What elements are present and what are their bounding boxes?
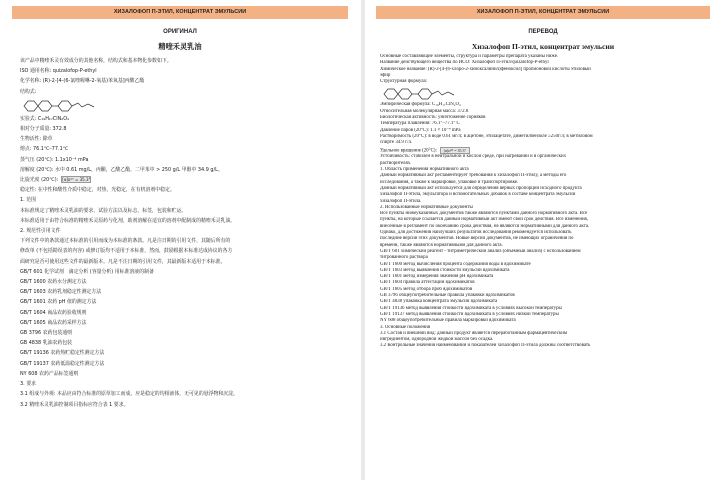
original-line: 蒸气压 (20℃): 1.1x10⁻⁴ mPa (20, 156, 89, 163)
translation-line: эфир (380, 72, 391, 78)
translation-line: GB/T 4838 упаковка концентрата эмульсии ядохимиката (380, 299, 498, 305)
translation-body (366, 51, 720, 350)
original-line: 稳定性: 在中性和酸性介质中稳定，对热，光稳定，在有机溶剂中稳定。 (20, 187, 175, 194)
original-line: 3.2 精喹禾灵乳油控制项目指标应符合表 1 要求。 (20, 401, 129, 408)
translation-line: GB/T 1601 метод измерения значения pH ядохимиката (380, 274, 494, 280)
original-line: 修改单 (不包括勘误表的内容) 或修订版均不适用于本标准，然而，鼓励根据本标准达成协议的各方 (20, 248, 233, 255)
original-line: GB/T 19136 农药热贮稳定性测定方法 (20, 350, 105, 357)
original-body (0, 52, 360, 410)
original-line: 生物活性: 除草 (20, 136, 53, 143)
translation-line: Название действующего вещества по ИСО: Хизалофоп П-этил/quizalofop-P-ethyl (380, 60, 549, 66)
original-line: GB/T 19137 农药低温稳定性测定方法 (20, 360, 105, 367)
original-line: 相对分子质量: 372.8 (20, 126, 67, 133)
translation-line: исследования, а также к маркировке, упаковке и транспортировке. (380, 179, 519, 185)
translation-line: Давление паров (20°С): 1.1 × 10⁻⁴ mPa (380, 127, 461, 133)
original-line: 实验式: C₁₉H₁₇ClN₂O₄ (20, 115, 70, 122)
translation-line: Все пункты нижеуказанных документов также являются пунктами данного нормативного акта. Все (380, 211, 588, 217)
translation-line: растворителях. (380, 160, 412, 166)
original-line: GB/T 1601 农药 pH 值的测定方法 (20, 299, 97, 306)
translation-line: времени, также являются нормативными для данного акта. (380, 242, 503, 248)
original-line: GB 4838 乳油农药包装 (20, 340, 73, 347)
translation-line: Температура плавления: 76.1°–77.1° С (380, 121, 460, 127)
translation-line: Данный нормативный акт используется для определения верных пропорций исходного продукта (380, 185, 582, 191)
original-line: 结构式: (20, 88, 37, 95)
translation-line: Растворимость (20°С): в воде 0.61 мг/л; в ацетоне, этилацетате, диметилбензоле ≥250г/л; в метиловом (380, 133, 593, 139)
translation-line: GB 3796 общеупотребительные правила упаковки ядохимикатов (380, 293, 515, 299)
translation-line: 3.2 Контрольные значения наименований и показателей хизалофоп П-этила должны соответствовать (380, 343, 591, 349)
original-line: 下列文件中的条款通过本标准的引用而成为本标准的条款。凡是注日期的引用文件，其随后所有的 (20, 238, 231, 245)
translation-line: NY 608 общеупотребительные правила маркировки ядохимиката (380, 318, 516, 324)
original-heading: ОРИГИНАЛ (163, 29, 197, 35)
translation-line: GB/T 19136 метод выявления стойкости ядохимиката в условиях высокой температуры (380, 305, 562, 311)
translation-line: GB/T 1603 метод выявления стойкости эмульсии ядохимиката (380, 267, 510, 273)
translation-heading: ПЕРЕВОД (528, 29, 558, 35)
translation-line: GB/T 1605 метод отбора проб ядохимикатов (380, 286, 473, 292)
original-line: 溶解度 (20℃): 水中 0.61 mg/L，丙酮，乙酸乙酯，二甲苯中 > 250 g/L 甲醇中 34.9 g/L。 (20, 166, 223, 173)
original-line: 面研究是否可使用这些文件的最新版本。凡是不注日期的引用文件，其最新版本适用于本标准。 (20, 258, 226, 265)
translation-line: Удельное вращение (20°С): (380, 148, 437, 154)
translation-line: пункты, на которые ссылается данный нормативный акт имеют свой срок действия. Все изменения, (380, 217, 589, 223)
translation-line: GB/T 1604 правила аттестации ядохимикатов (380, 280, 475, 286)
structural-formula-image (380, 85, 710, 102)
translation-line: 3. Основные положения (380, 324, 430, 330)
original-line: 3. 要求 (20, 381, 37, 388)
original-line: ISO 通用名称: quizalofop-P-ethyl (20, 68, 97, 75)
translation-page (366, 0, 720, 480)
translation-line: ингредиентом, однородной жидкой массой без осадка. (380, 337, 494, 343)
translation-line: внесённые в регламент по окончанию срока действия, не являются нормативными для данного акта. (380, 223, 590, 229)
translation-line: последние версии этих документов. Новые версии документов, не имеющих ограничения по (380, 236, 574, 242)
original-line: 本标准规定了精喹禾灵乳油的要求，试验方法以及标志，标签，包装和贮运。 (20, 207, 187, 214)
original-line: 化学名称: (R)-2-[4-(6-氯喹喔啉-2-氧基)苯氧基]丙酸乙酯 (20, 78, 145, 85)
translation-line: Однако, для достижения наилучших результатов исследования рекомендуется использовать (380, 230, 572, 236)
translation-line: Данный нормативный акт регламентирует требования к хизалофоп П-этилу, а методы его (380, 173, 567, 179)
translation-line: 2. Использованные нормативные документы (380, 204, 473, 210)
original-line: GB/T 1604 商品农药验收规则 (20, 309, 87, 316)
translation-line: титрованного раствора (380, 255, 428, 261)
translation-line: спирте 34.9 г/л. (380, 140, 413, 146)
translation-line: GB/T 19137 метод выявления стойкости ядохимиката в условиях низкой температуры (380, 311, 559, 317)
optical-rotation-line (380, 147, 710, 155)
translation-line: Биологическая активность: уничтожение сорняков (380, 115, 486, 121)
rotation-formula-image: [α]ᴅ²⁰ = 35.3° (440, 147, 470, 154)
translation-line: Относительная молекулярная масса: 372.8 (380, 108, 469, 114)
original-line: GB/T 1600 农药水分测定方法 (20, 279, 87, 286)
original-title: 精喹禾灵乳油 (158, 42, 202, 51)
translation-line: GB/T 601 химический реагент - титриметрический анализ (объёмный анализ) с использованием (380, 248, 581, 254)
original-line: NY 608 农药产品标签通则 (20, 370, 79, 377)
original-line: 1. 范围 (20, 197, 37, 204)
structural-formula-image (20, 97, 340, 114)
translation-line: 3.1 Состав и внешний вид: данный продукт является переработанным фармацевтическим (380, 330, 567, 336)
original-line: GB/T 1603 农药乳剂稳定性测定方法 (20, 289, 102, 296)
original-line: 2. 规范性引用文件 (20, 228, 61, 235)
left-banner: ХИЗАЛОФОП П-ЭТИЛ, КОНЦЕНТРАТ ЭМУЛЬСИИ (12, 6, 348, 19)
original-line: 3.1 组成与外观: 本品应由符合标准的原草加工而成，应是稳定的均相液体，无可见的悬浮物和沉淀。 (20, 391, 238, 398)
original-line: GB/T 601 化学试剂 滴定分析 (容量分析) 用标准溶液的制备 (20, 268, 154, 275)
translation-line: 1. Область применения нормативного акта (380, 167, 469, 173)
optical-rotation-line (20, 175, 340, 185)
rotation-formula-image: [α]ᴅ²⁰ = 35.3° (62, 177, 91, 183)
translation-line: Основные составляющие элементы, структура и параметры препарата указаны ниже. (380, 54, 559, 59)
translation-line: хизалофоп П-этила, эмульгатора и вспомогательных добавок в составе концентрата эмульсии (380, 192, 576, 198)
original-line: 比旋光度 (20℃): (20, 177, 59, 184)
page-divider (361, 0, 365, 480)
translation-title: Хизалофоп П-этил, концентрат эмульсии (471, 42, 615, 51)
original-line: 本标准适用于由符合标准的精喹禾灵原药与化剂，助剂溶解在适宜的溶剂中配制成的精喹禾灵乳油。 (20, 217, 236, 224)
translation-line: Устойчивость: стабилен в нейтральной и кислой среде, при нагревании и в органических (380, 154, 567, 160)
original-line: GB/T 1605 商品农药采样方法 (20, 319, 87, 326)
translation-line: GB/T 1600 метод вычисления процента содержания воды в ядохимикате (380, 261, 531, 267)
translation-line: Эмпирическая формула: C₁₉H₁₇ClN₂O₄ (380, 102, 461, 108)
translation-line: хизалофоп П-этила. (380, 198, 422, 204)
translation-line: Структурная формула: (380, 79, 428, 85)
translation-line: Химическое название: (R)-2-[4-(6-хлоро-2-хиноксалинил)феноксил] пропионовой кислоты этиловый (380, 66, 591, 72)
right-banner: ХИЗАЛОФОП П-ЭТИЛ, КОНЦЕНТРАТ ЭМУЛЬСИИ (376, 6, 710, 19)
original-line: 该产品中精喹禾灵有效成分的其他名称，结构式和基本物化参数如下。 (20, 58, 172, 64)
original-line: GB 3796 农药包装通则 (20, 330, 73, 337)
original-line: 熔点: 76.1℃–77.1℃ (20, 146, 69, 153)
